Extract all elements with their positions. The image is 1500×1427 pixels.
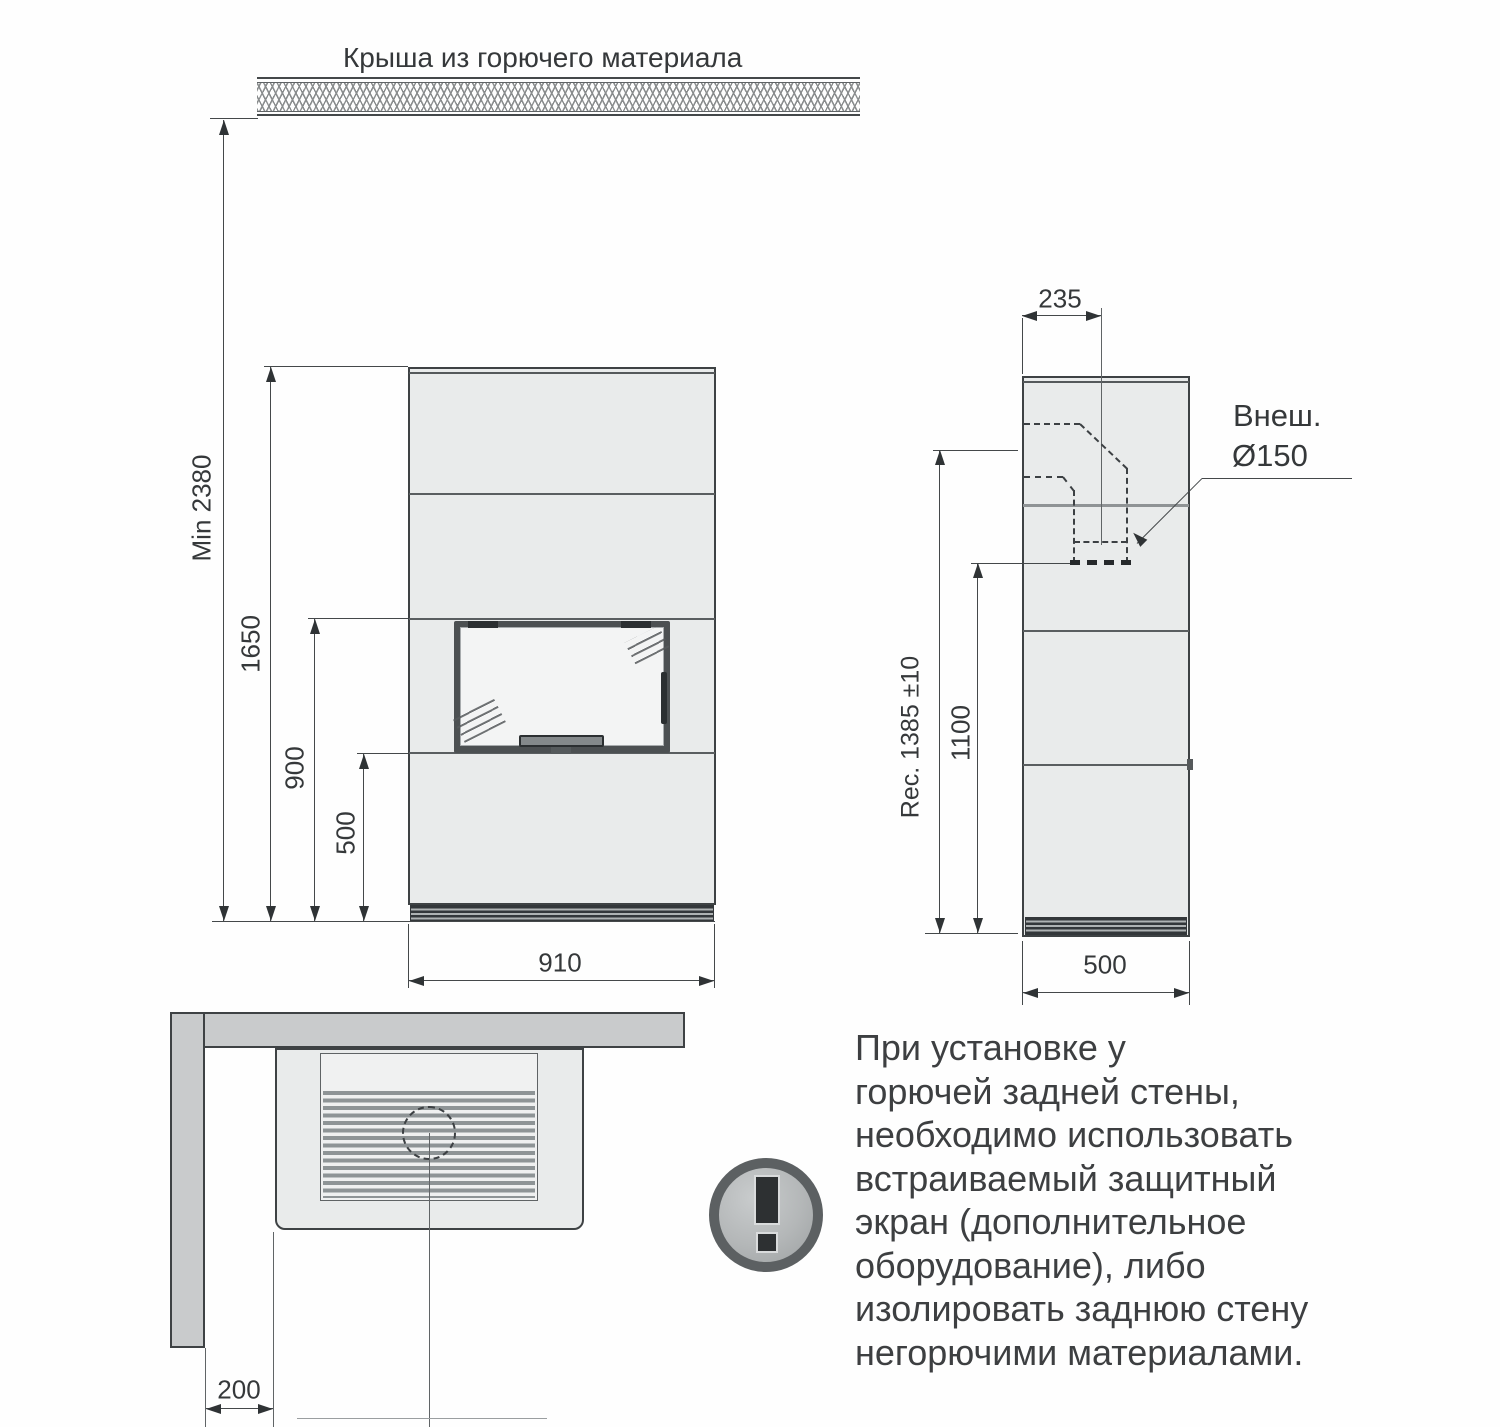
dim-line-1650: [270, 367, 271, 921]
stove-side-plinth: [1025, 917, 1187, 935]
plan-stove-ext-line: [273, 1232, 274, 1427]
stove-front-divider-2: [409, 618, 715, 620]
arrow-icon: [219, 906, 229, 921]
dim-label-rec: Rec. 1385 ±10: [896, 655, 925, 819]
dim-label-500-side: 500: [1083, 949, 1127, 980]
ext-line-500side-right: [1189, 941, 1190, 1005]
dim-label-500-front: 500: [330, 811, 361, 855]
warning-line: необходимо использовать: [855, 1114, 1293, 1155]
dim-line-500-front: [363, 754, 364, 921]
arrow-icon: [266, 367, 276, 382]
ext-line-1650: [264, 366, 408, 367]
arrow-icon: [1174, 988, 1189, 998]
dim-label-910: 910: [538, 947, 582, 978]
arrow-icon: [935, 918, 945, 933]
dim-line-1100: [977, 563, 978, 933]
flue-diameter-label-line1: Внеш.: [1233, 398, 1322, 433]
dim-label-total-height: Min 2380: [186, 454, 217, 562]
side-floor-ext-line: [925, 933, 1018, 934]
dim-line-910: [409, 980, 714, 981]
plan-side-wall: [170, 1012, 205, 1348]
arrow-icon: [973, 563, 983, 578]
warning-text-block: [855, 1026, 1308, 1374]
warning-line: При установке у: [855, 1027, 1126, 1068]
firebox-latch-left: [468, 621, 498, 628]
roof-insulation-hatch: [257, 82, 860, 112]
firebox-latch-right: [621, 621, 651, 628]
flue-pipe-right: [1126, 468, 1128, 563]
stove-front-plinth: [410, 905, 714, 922]
dim-label-1100: 1100: [945, 705, 976, 761]
stove-side-body: [1022, 376, 1190, 937]
warning-line: негорючими материалами.: [855, 1331, 1304, 1373]
firebox-handle-tab: [551, 747, 571, 754]
dim-line-900: [314, 619, 315, 921]
warning-line: изолировать заднюю стену: [855, 1288, 1309, 1329]
stove-side-latch-notch: [1187, 759, 1193, 770]
stove-front-lid-line: [409, 372, 715, 374]
flue-collar-flange: [1070, 560, 1131, 565]
firebox-bottom-handle-bar: [519, 735, 604, 747]
plan-rear-wall: [170, 1012, 685, 1048]
arrow-icon: [359, 906, 369, 921]
flue-rear-outlet-bottom: [1024, 476, 1063, 478]
warning-line: экран (дополнительное: [855, 1201, 1247, 1242]
ext-line-1100-top: [971, 563, 1070, 564]
dim-label-235: 235: [1038, 283, 1082, 314]
arrow-icon: [935, 450, 945, 465]
stove-front-divider-1: [409, 493, 715, 495]
arrow-icon: [409, 976, 424, 986]
arrow-icon: [219, 120, 229, 135]
dim-line-total-height: [223, 120, 224, 921]
flue-leader-horizontal: [1202, 478, 1352, 479]
stove-side-divider-2: [1023, 764, 1189, 766]
warning-line: встраиваемый защитный: [855, 1157, 1277, 1199]
plan-partial-bottom-line: [297, 1418, 547, 1419]
flue-collar-top: [1074, 541, 1127, 543]
roof-bottom-line: [257, 114, 860, 116]
plan-wall-ext-line: [205, 1348, 206, 1427]
arrow-icon: [310, 619, 320, 634]
stove-side-lid-line: [1023, 381, 1189, 383]
arrow-icon: [1086, 311, 1101, 321]
stove-side-divider-1: [1023, 630, 1189, 632]
arrow-icon: [310, 906, 320, 921]
exclamation-dot: [756, 1232, 778, 1253]
ext-line-900: [308, 618, 408, 619]
firebox-side-handle: [661, 672, 667, 724]
ext-line-910-right: [714, 924, 715, 988]
arrow-icon: [1022, 311, 1037, 321]
flue-pipe-left: [1073, 490, 1075, 563]
ext-line-235-left: [1022, 318, 1023, 374]
dim-line-500-side: [1023, 992, 1189, 993]
arrow-icon: [1023, 988, 1038, 998]
arrow-icon: [359, 754, 369, 769]
stove-side-gray-divider: [1023, 504, 1189, 507]
roof-title: Крыша из горючего материала: [343, 42, 743, 73]
flue-center-line: [1101, 308, 1102, 545]
exclamation-bar: [754, 1175, 780, 1225]
dim-label-900: 900: [279, 746, 310, 790]
roof-top-line: [257, 77, 860, 79]
plan-flue-center-line: [429, 1133, 430, 1427]
dim-label-1650: 1650: [235, 615, 266, 673]
arrow-icon: [973, 918, 983, 933]
arrow-icon: [699, 976, 714, 986]
dim-line-rec: [939, 450, 940, 933]
flue-diameter-label-line2: Ø150: [1232, 438, 1308, 473]
warning-line: горючей задней стены,: [855, 1070, 1240, 1112]
dim-label-200: 200: [217, 1374, 261, 1405]
front-floor-line: [212, 921, 715, 922]
warning-line: оборудование), либо: [855, 1244, 1206, 1286]
arrow-icon: [266, 906, 276, 921]
ext-line-rec-top: [933, 450, 1018, 451]
flue-rear-outlet-top: [1024, 423, 1080, 425]
roof-extension-tick: [210, 118, 258, 119]
